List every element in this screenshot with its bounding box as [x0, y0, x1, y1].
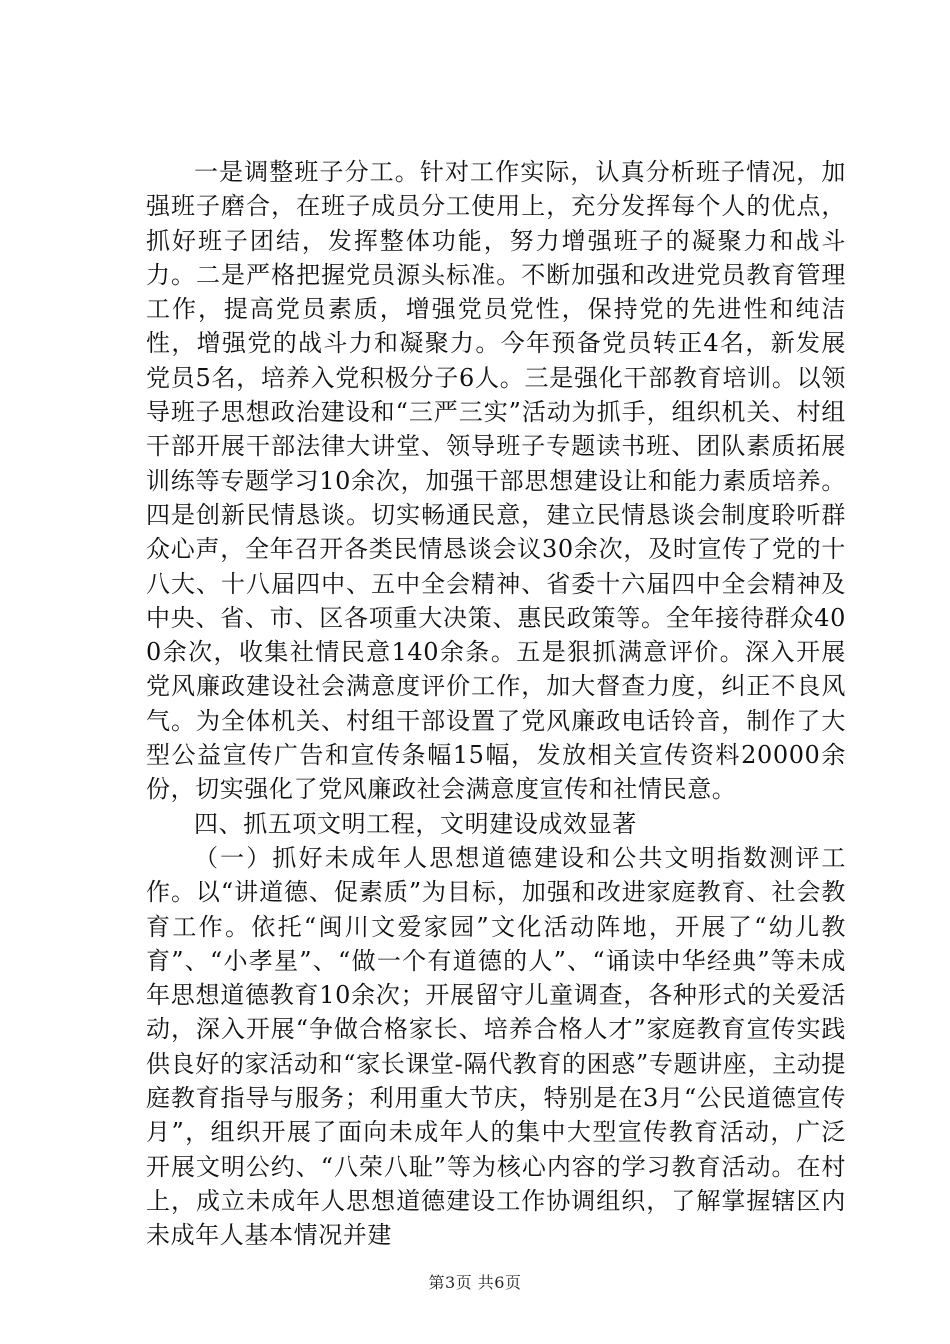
paragraph-party-building: 一是调整班子分工。针对工作实际，认真分析班子情况，加强班子磨合，在班子成员分工使用上，充分发挥每个人的优点，抓好班子团结，发挥整体功能，努力增强班子的凝聚力和战斗力。二是严格把握党员源头标准。不断加强和改进党员教育管理工作，提高党员素质，增强党员党性，保持党的先进性和纯洁性，增强党的战斗力和凝聚力。今年预备党员转正4名，新发展党员5名，培养入党积极分子6人。三是强化干部教育培训。以领导班子思想政治建设和“三严三实”活动为抓手，组织机关、村组干部开展干部法律大讲堂、领导班子专题读书班、团队素质拓展训练等专题学习10余次，加强干部思想建设让和能力素质培养。四是创新民情恳谈。切实畅通民意，建立民情恳谈会制度聆听群众心声，全年召开各类民情恳谈会议30余次，及时宣传了党的十八大、十八届四中、五中全会精神、省委十六届四中全会精神及中央、省、市、区各项重大决策、惠民政策等。全年接待群众400余次，收集社情民意140余条。五是狠抓满意评价。深入开展党风廉政建设社会满意度评价工作，加大督查力度，纠正不良风气。为全体机关、村组干部设置了党风廉政电话铃音，制作了大型公益宣传广告和宣传条幅15幅，发放相关宣传资料20000余份，切实强化了党风廉政社会满意度宣传和社情民意。	[146, 158, 846, 804]
page-number-footer: 第3页 共6页	[428, 1273, 522, 1292]
section-heading: 四、抓五项文明工程，文明建设成效显著	[194, 809, 637, 838]
document-body	[146, 155, 846, 1253]
paragraph-minors-education: （一）抓好未成年人思想道德建设和公共文明指数测评工作。以“讲道德、促素质”为目标，加强和改进家庭教育、社会教育工作。依托“闽川文爱家园”文化活动阵地，开展了“幼儿教育”、“小孝星”、“做一个有道德的人”、“诵读中华经典”等未成年思想道德教育10余次；开展留守儿童调查，各种形式的关爱活动，深入开展“争做合格家长、培养合格人才”家庭教育宣传实践供良好的家活动和“家长课堂-隔代教育的困惑”专题讲座，主动提庭教育指导与服务；利用重大节庆，特别是在3月“公民道德宣传月”，组织开展了面向未成年人的集中大型宣传教育活动，广泛开展文明公约、“八荣八耻”等为核心内容的学习教育活动。在村上，成立未成年人思想道德建设工作协调组织，了解掌握辖区内未成年人基本情况并建	[146, 843, 846, 1250]
